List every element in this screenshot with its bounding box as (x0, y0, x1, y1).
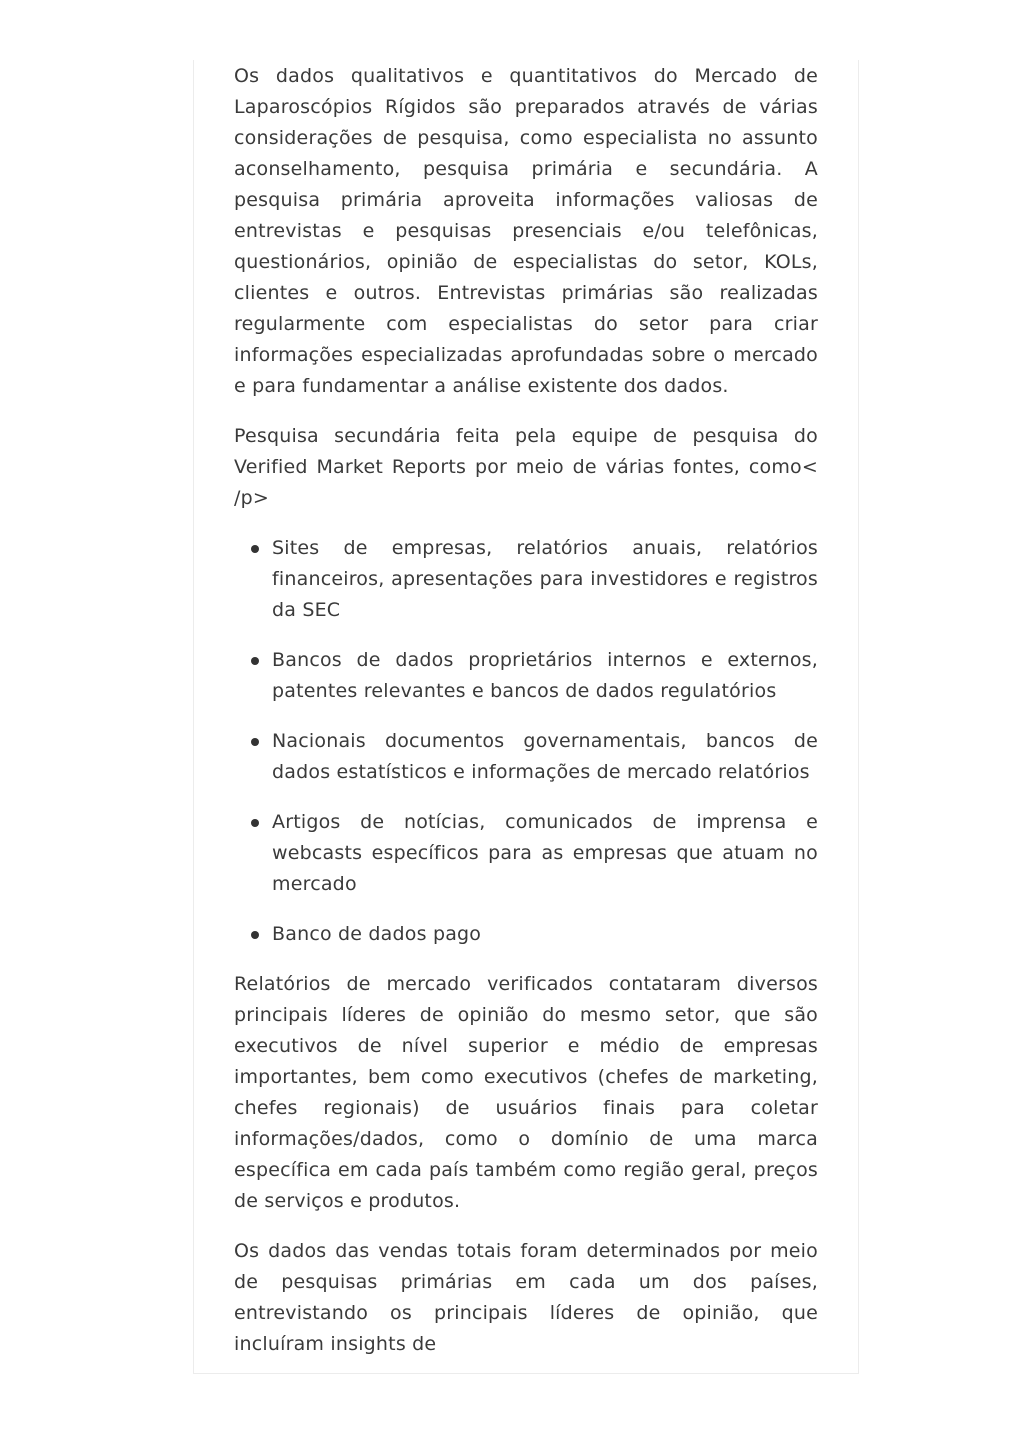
paragraph-secondary-research: Pesquisa secundária feita pela equipe de pesquisa do Verified Market Reports por meio de várias fontes, como< /p> (234, 425, 818, 509)
list-item: Artigos de notícias, comunicados de imprensa e webcasts específicos para as empresas que atuam no mercado (272, 807, 818, 900)
list-item: Nacionais documentos governamentais, bancos de dados estatísticos e informações de mercado relatórios (272, 726, 818, 788)
sources-list (234, 533, 818, 950)
list-item: Bancos de dados proprietários internos e externos, patentes relevantes e bancos de dados regulatórios (272, 645, 818, 707)
article-body (234, 61, 818, 1379)
paragraph-data-preparation: Os dados qualitativos e quantitativos do Mercado de Laparoscópios Rígidos são preparados através de várias considerações de pesquisa, como especialista no assunto aconselhamento, pesquisa primária e secundária. A pesquisa primária aproveita informações valiosas de entrevistas e pesquisas presenciais e/ou telefônicas, questionários, opinião de especialistas do setor, KOLs, clientes e outros. Entrevistas primárias são realizadas regularmente com especialistas do setor para criar informações especializadas aprofundadas sobre o mercado e para fundamentar a análise existente dos dados. (234, 65, 818, 397)
paragraph-total-sales: Os dados das vendas totais foram determinados por meio de pesquisas primárias em cada um dos países, entrevistando os principais líderes de opinião, que incluíram insights de (234, 1240, 818, 1355)
list-item: Sites de empresas, relatórios anuais, relatórios financeiros, apresentações para investidores e registros da SEC (272, 533, 818, 626)
list-item: Banco de dados pago (272, 919, 818, 950)
paragraph-opinion-leaders: Relatórios de mercado verificados contataram diversos principais líderes de opinião do mesmo setor, que são executivos de nível superior e médio de empresas importantes, bem como executivos (chefes de marketing, chefes regionais) de usuários finais para coletar informações/dados, como o domínio de uma marca específica em cada país também como região geral, preços de serviços e produtos. (234, 973, 818, 1212)
